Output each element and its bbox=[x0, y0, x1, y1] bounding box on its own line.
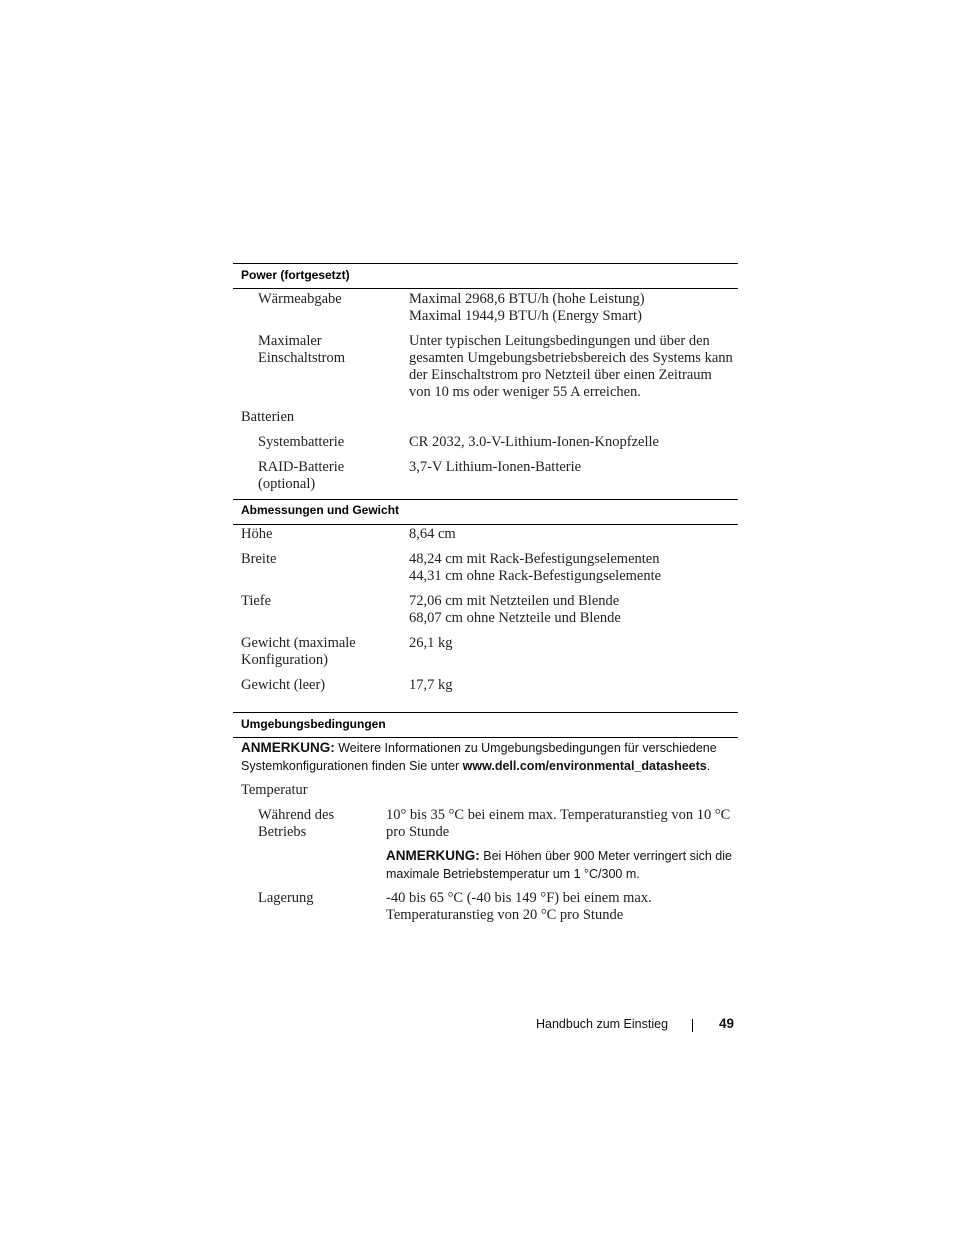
altitude-note-line2: maximale Betriebstemperatur um 1 °C/300 m. bbox=[386, 867, 640, 881]
footer-title: Handbuch zum Einstieg bbox=[536, 1017, 669, 1031]
note-text: Weitere Informationen zu Umgebungsbedingungen für verschiedene bbox=[338, 741, 717, 755]
tiefe-value-line: 68,07 cm ohne Netzteile und Blende bbox=[409, 610, 621, 626]
lagerung-value-line: Temperaturanstieg von 20 °C pro Stunde bbox=[386, 907, 624, 923]
section-top-rule bbox=[233, 499, 738, 500]
temperatur-label: Temperatur bbox=[241, 782, 308, 798]
gewicht-leer-value: 17,7 kg bbox=[409, 677, 453, 693]
waermeabgabe-label: Wärmeabgabe bbox=[258, 291, 342, 307]
section-header-rule bbox=[233, 737, 738, 738]
section-header-rule bbox=[233, 524, 738, 525]
lagerung-value-line: -40 bis 65 °C (-40 bis 149 °F) bei einem max. bbox=[386, 890, 652, 906]
breite-label: Breite bbox=[241, 551, 277, 567]
betrieb-label: Während des bbox=[258, 807, 335, 823]
einschaltstrom-value-line: von 10 ms oder weniger 55 A erreichen. bbox=[409, 384, 641, 400]
section-header-environment: Umgebungsbedingungen bbox=[241, 717, 386, 731]
tiefe-label: Tiefe bbox=[241, 593, 272, 609]
environment-note-line2 bbox=[241, 757, 710, 775]
systembatterie-label: Systembatterie bbox=[258, 434, 345, 450]
breite-value-line: 44,31 cm ohne Rack-Befestigungselemente bbox=[409, 568, 662, 584]
note-text: . bbox=[706, 759, 711, 773]
note-text: Systemkonfigurationen finden Sie unter bbox=[241, 759, 463, 773]
lagerung-label: Lagerung bbox=[258, 890, 314, 906]
betrieb-value-line: pro Stunde bbox=[386, 824, 450, 840]
gewicht-max-value: 26,1 kg bbox=[409, 635, 453, 651]
hoehe-label: Höhe bbox=[241, 526, 273, 542]
systembatterie-value: CR 2032, 3.0-V-Lithium-Ionen-Knopfzelle bbox=[409, 434, 659, 450]
section-header-dimensions: Abmessungen und Gewicht bbox=[241, 503, 400, 517]
note-text: Bei Höhen über 900 Meter verringert sich die bbox=[483, 849, 732, 863]
gewicht-max-label: Gewicht (maximale bbox=[241, 635, 356, 651]
note-label: ANMERKUNG: bbox=[241, 740, 335, 755]
waermeabgabe-value-line: Maximal 1944,9 BTU/h (Energy Smart) bbox=[409, 308, 642, 324]
environment-note bbox=[241, 739, 717, 757]
raid-batterie-label: (optional) bbox=[258, 476, 316, 492]
note-label: ANMERKUNG: bbox=[386, 848, 480, 863]
section-top-rule bbox=[233, 712, 738, 713]
waermeabgabe-value-line: Maximal 2968,6 BTU/h (hohe Leistung) bbox=[409, 291, 645, 307]
breite-value-line: 48,24 cm mit Rack-Befestigungselementen bbox=[409, 551, 660, 567]
raid-batterie-label: RAID-Batterie bbox=[258, 459, 345, 475]
altitude-note bbox=[386, 847, 732, 865]
gewicht-leer-label: Gewicht (leer) bbox=[241, 677, 326, 693]
betrieb-value-line: 10° bis 35 °C bei einem max. Temperaturanstieg von 10 °C bbox=[386, 807, 731, 823]
einschaltstrom-value-line: der Einschaltstrom pro Netzteil über einen Zeitraum bbox=[409, 367, 712, 383]
einschaltstrom-value-line: Unter typischen Leitungsbedingungen und über den bbox=[409, 333, 710, 349]
page-number: 49 bbox=[719, 1016, 735, 1031]
gewicht-max-label: Konfiguration) bbox=[241, 652, 328, 668]
tiefe-value-line: 72,06 cm mit Netzteilen und Blende bbox=[409, 593, 620, 609]
footer-separator bbox=[692, 1019, 693, 1032]
section-header-rule bbox=[233, 288, 738, 289]
section-header-power: Power (fortgesetzt) bbox=[241, 268, 350, 282]
batterien-label: Batterien bbox=[241, 409, 295, 425]
section-top-rule bbox=[233, 263, 738, 264]
raid-batterie-value: 3,7-V Lithium-Ionen-Batterie bbox=[409, 459, 582, 475]
einschaltstrom-label: Maximaler bbox=[258, 333, 322, 349]
einschaltstrom-value-line: gesamten Umgebungsbetriebsbereich des Systems kann bbox=[409, 350, 733, 366]
einschaltstrom-label: Einschaltstrom bbox=[258, 350, 345, 366]
datasheets-link[interactable]: www.dell.com/environmental_datasheets bbox=[462, 759, 707, 773]
betrieb-label: Betriebs bbox=[258, 824, 307, 840]
hoehe-value: 8,64 cm bbox=[409, 526, 456, 542]
